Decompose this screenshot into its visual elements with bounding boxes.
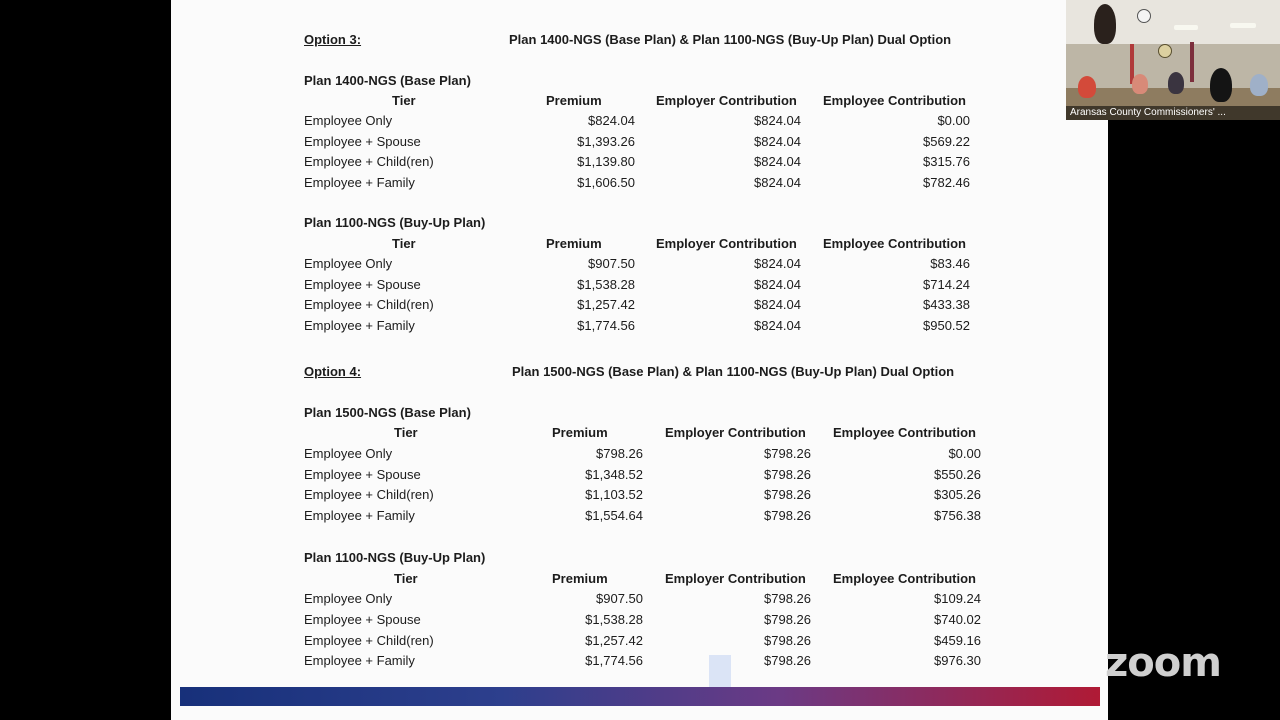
seated-person <box>1168 72 1184 94</box>
employer-contribution-value: $798.26 <box>764 508 811 523</box>
tier-label: Employee Only <box>304 591 393 606</box>
employee-contribution-value: $433.38 <box>923 297 970 312</box>
employee-contribution-value: $0.00 <box>948 446 981 461</box>
premium-value: $1,348.52 <box>585 467 643 482</box>
speaker-person <box>1094 4 1116 44</box>
participant-video[interactable] <box>1066 0 1280 120</box>
column-header-premium: Premium <box>546 93 602 108</box>
employee-contribution-value: $782.46 <box>923 175 970 190</box>
premium-value: $1,554.64 <box>585 508 643 523</box>
flag-icon <box>1190 42 1194 82</box>
premium-value: $1,774.56 <box>577 318 635 333</box>
tier-label: Employee Only <box>304 256 393 271</box>
employer-contribution-value: $824.04 <box>754 297 801 312</box>
premium-value: $1,538.28 <box>577 277 635 292</box>
column-header-tier: Tier <box>394 425 418 440</box>
plan-name: Plan 1400-NGS (Base Plan) <box>304 73 471 88</box>
column-header-premium: Premium <box>546 236 602 251</box>
slide-footer-stripe <box>180 687 1100 706</box>
employee-contribution-value: $950.52 <box>923 318 970 333</box>
tier-label: Employee + Family <box>304 175 415 190</box>
county-seal-icon <box>1158 44 1172 58</box>
tier-label: Employee + Family <box>304 653 415 668</box>
participant-name: Aransas County Commissioners' ... <box>1066 106 1280 120</box>
employee-contribution-value: $550.26 <box>934 467 981 482</box>
employee-contribution-value: $714.24 <box>923 277 970 292</box>
tier-label: Employee + Child(ren) <box>304 297 434 312</box>
premium-value: $1,393.26 <box>577 134 635 149</box>
tier-label: Employee + Spouse <box>304 134 421 149</box>
column-header-employee-contribution: Employee Contribution <box>833 425 976 440</box>
employee-contribution-value: $315.76 <box>923 154 970 169</box>
employer-contribution-value: $798.26 <box>764 653 811 668</box>
employer-contribution-value: $798.26 <box>764 612 811 627</box>
tier-label: Employee + Child(ren) <box>304 633 434 648</box>
employer-contribution-value: $798.26 <box>764 487 811 502</box>
employee-contribution-value: $0.00 <box>937 113 970 128</box>
plan-name: Plan 1500-NGS (Base Plan) <box>304 405 471 420</box>
option3-label: Option 3: <box>304 32 362 47</box>
tier-label: Employee + Spouse <box>304 277 421 292</box>
employee-contribution-value: $756.38 <box>934 508 981 523</box>
column-header-employer-contribution: Employer Contribution <box>656 93 797 108</box>
employer-contribution-value: $798.26 <box>764 591 811 606</box>
employee-contribution-value: $305.26 <box>934 487 981 502</box>
seated-person <box>1132 74 1148 94</box>
tier-label: Employee + Spouse <box>304 612 421 627</box>
seated-person <box>1250 74 1268 96</box>
employer-contribution-value: $824.04 <box>754 318 801 333</box>
column-header-employer-contribution: Employer Contribution <box>665 571 806 586</box>
column-header-premium: Premium <box>552 425 608 440</box>
pointer-highlight <box>709 655 731 687</box>
employee-contribution-value: $83.46 <box>930 256 970 271</box>
wall-clock-icon <box>1137 9 1151 23</box>
tier-label: Employee + Child(ren) <box>304 154 434 169</box>
tier-label: Employee Only <box>304 446 393 461</box>
employee-contribution-value: $459.16 <box>934 633 981 648</box>
seated-person <box>1078 76 1096 98</box>
employee-contribution-value: $976.30 <box>934 653 981 668</box>
tier-label: Employee Only <box>304 113 393 128</box>
plan-name: Plan 1100-NGS (Buy-Up Plan) <box>304 550 486 565</box>
premium-value: $798.26 <box>596 446 643 461</box>
employer-contribution-value: $824.04 <box>754 134 801 149</box>
plan-name: Plan 1100-NGS (Buy-Up Plan) <box>304 215 486 230</box>
employer-contribution-value: $824.04 <box>754 277 801 292</box>
option3-title: Plan 1400-NGS (Base Plan) & Plan 1100-NGS (Buy-Up Plan) Dual Option <box>509 32 952 47</box>
column-header-tier: Tier <box>392 93 416 108</box>
employer-contribution-value: $798.26 <box>764 467 811 482</box>
premium-value: $1,606.50 <box>577 175 635 190</box>
column-header-employer-contribution: Employer Contribution <box>656 236 797 251</box>
premium-value: $907.50 <box>588 256 635 271</box>
tier-label: Employee + Child(ren) <box>304 487 434 502</box>
employer-contribution-value: $824.04 <box>754 113 801 128</box>
premium-value: $907.50 <box>596 591 643 606</box>
premium-value: $1,538.28 <box>585 612 643 627</box>
employer-contribution-value: $824.04 <box>754 154 801 169</box>
column-header-premium: Premium <box>552 571 608 586</box>
column-header-employee-contribution: Employee Contribution <box>823 236 966 251</box>
premium-value: $824.04 <box>588 113 635 128</box>
premium-value: $1,257.42 <box>577 297 635 312</box>
employer-contribution-value: $824.04 <box>754 175 801 190</box>
column-header-employee-contribution: Employee Contribution <box>823 93 966 108</box>
zoom-logo: zoom <box>1105 640 1221 686</box>
ceiling-light <box>1174 25 1198 30</box>
premium-value: $1,103.52 <box>585 487 643 502</box>
column-header-employee-contribution: Employee Contribution <box>833 571 976 586</box>
employee-contribution-value: $569.22 <box>923 134 970 149</box>
premium-value: $1,257.42 <box>585 633 643 648</box>
column-header-tier: Tier <box>392 236 416 251</box>
employee-contribution-value: $109.24 <box>934 591 981 606</box>
tier-label: Employee + Spouse <box>304 467 421 482</box>
option4-title: Plan 1500-NGS (Base Plan) & Plan 1100-NGS (Buy-Up Plan) Dual Option <box>512 364 955 379</box>
employee-contribution-value: $740.02 <box>934 612 981 627</box>
employer-contribution-value: $798.26 <box>764 633 811 648</box>
tier-label: Employee + Family <box>304 508 415 523</box>
ceiling-light <box>1230 23 1256 28</box>
employer-contribution-value: $824.04 <box>754 256 801 271</box>
premium-value: $1,774.56 <box>585 653 643 668</box>
column-header-employer-contribution: Employer Contribution <box>665 425 806 440</box>
column-header-tier: Tier <box>394 571 418 586</box>
tier-label: Employee + Family <box>304 318 415 333</box>
option4-label: Option 4: <box>304 364 362 379</box>
employer-contribution-value: $798.26 <box>764 446 811 461</box>
seated-person <box>1210 68 1232 102</box>
premium-value: $1,139.80 <box>577 154 635 169</box>
